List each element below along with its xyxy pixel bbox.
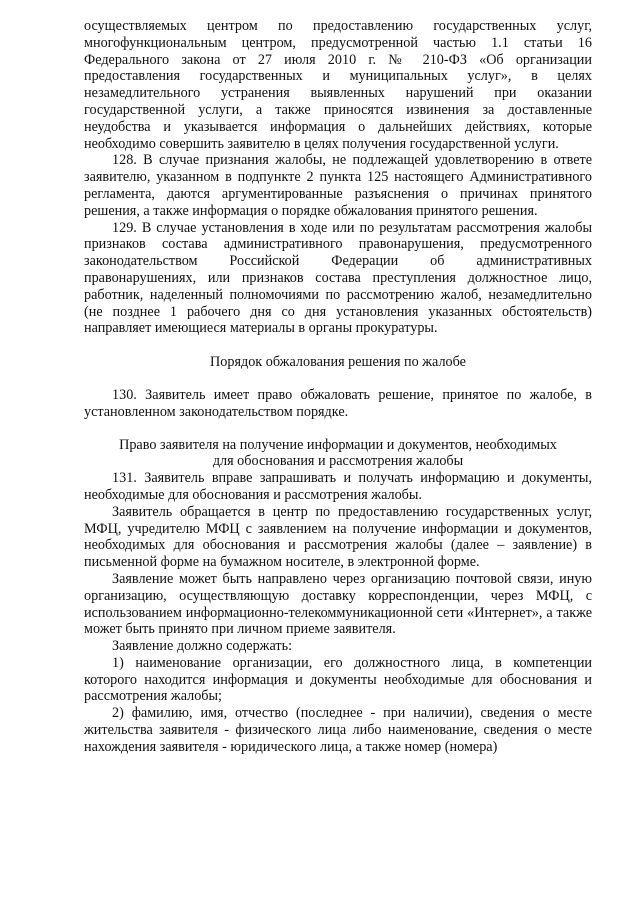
paragraph-applicant-request: Заявитель обращается в центр по предоставлению государственных услуг, МФЦ, учредителю МФЦ с заявлением на получение информации и документов, необходимых для обоснования и рассмотрения жалобы (далее – заявление) в письменной форме на бумажном носителе, в электронной форме. xyxy=(84,503,592,571)
list-item-2: 2) фамилию, имя, отчество (последнее - при наличии), сведения о месте жительства заявителя - физического лица либо наименование, сведения о месте нахождения заявителя - юридического лица, а также номер (номера) xyxy=(84,705,592,755)
section-heading-appeal: Порядок обжалования решения по жалобе xyxy=(210,354,466,371)
section-heading-rights-line-2: для обоснования и рассмотрения жалобы xyxy=(212,453,464,470)
document-page xyxy=(84,18,592,756)
paragraph-130: 130. Заявитель имеет право обжаловать решение, принятое по жалобе, в установленном законодательством порядке. xyxy=(84,386,592,420)
section-heading-rights-line-1: Право заявителя на получение информации и документов, необходимых xyxy=(119,436,557,453)
list-item-1: 1) наименование организации, его должностного лица, в компетенции которого находится информация и документы необходимые для обоснования и рассмотрения жалобы; xyxy=(84,654,592,705)
paragraph-request-contents: Заявление должно содержать: xyxy=(112,638,293,655)
paragraph-intro: осуществляемых центром по предоставлению государственных услуг, многофункциональным центром, предусмотренной частью 1.1 статьи 16 Федерального закона от 27 июля 2010 г. № 210-ФЗ «Об организации предоставления государственных и муниципальных услуг», в целях незамедлительного устранения выявленных нарушений при оказании государственной услуги, а также приносятся извинения за доставленные неудобства и указывается информация о дальнейших действиях, которые необходимо совершить заявителю в целях получения государственной услуги. xyxy=(84,18,592,152)
paragraph-128: 128. В случае признания жалобы, не подлежащей удовлетворению в ответе заявителю, указанном в подпункте 2 пункта 125 настоящего Административного регламента, даются аргументированные разъяснения о причинах принятого решения, а также информация о порядке обжалования принятого решения. xyxy=(84,152,592,219)
paragraph-129: 129. В случае установления в ходе или по результатам рассмотрения жалобы признаков состава административного правонарушения, предусмотренного законодательством Российской Федерации об административных правонарушениях, или признаков состава преступления должностное лицо, работник, наделенный полномочиями по рассмотрению жалоб, незамедлительно (не позднее 1 рабочего дня со дня установления указанных обстоятельств) направляет имеющиеся материалы в органы прокуратуры. xyxy=(84,219,592,337)
paragraph-request-delivery: Заявление может быть направлено через организацию почтовой связи, иную организацию, осуществляющую доставку корреспонденции, через МФЦ, с использованием информационно-телекоммуникационной сети «Интернет», а также может быть принято при личном приеме заявителя. xyxy=(84,570,592,638)
paragraph-131: 131. Заявитель вправе запрашивать и получать информацию и документы, необходимые для обоснования и рассмотрения жалобы. xyxy=(84,470,592,503)
